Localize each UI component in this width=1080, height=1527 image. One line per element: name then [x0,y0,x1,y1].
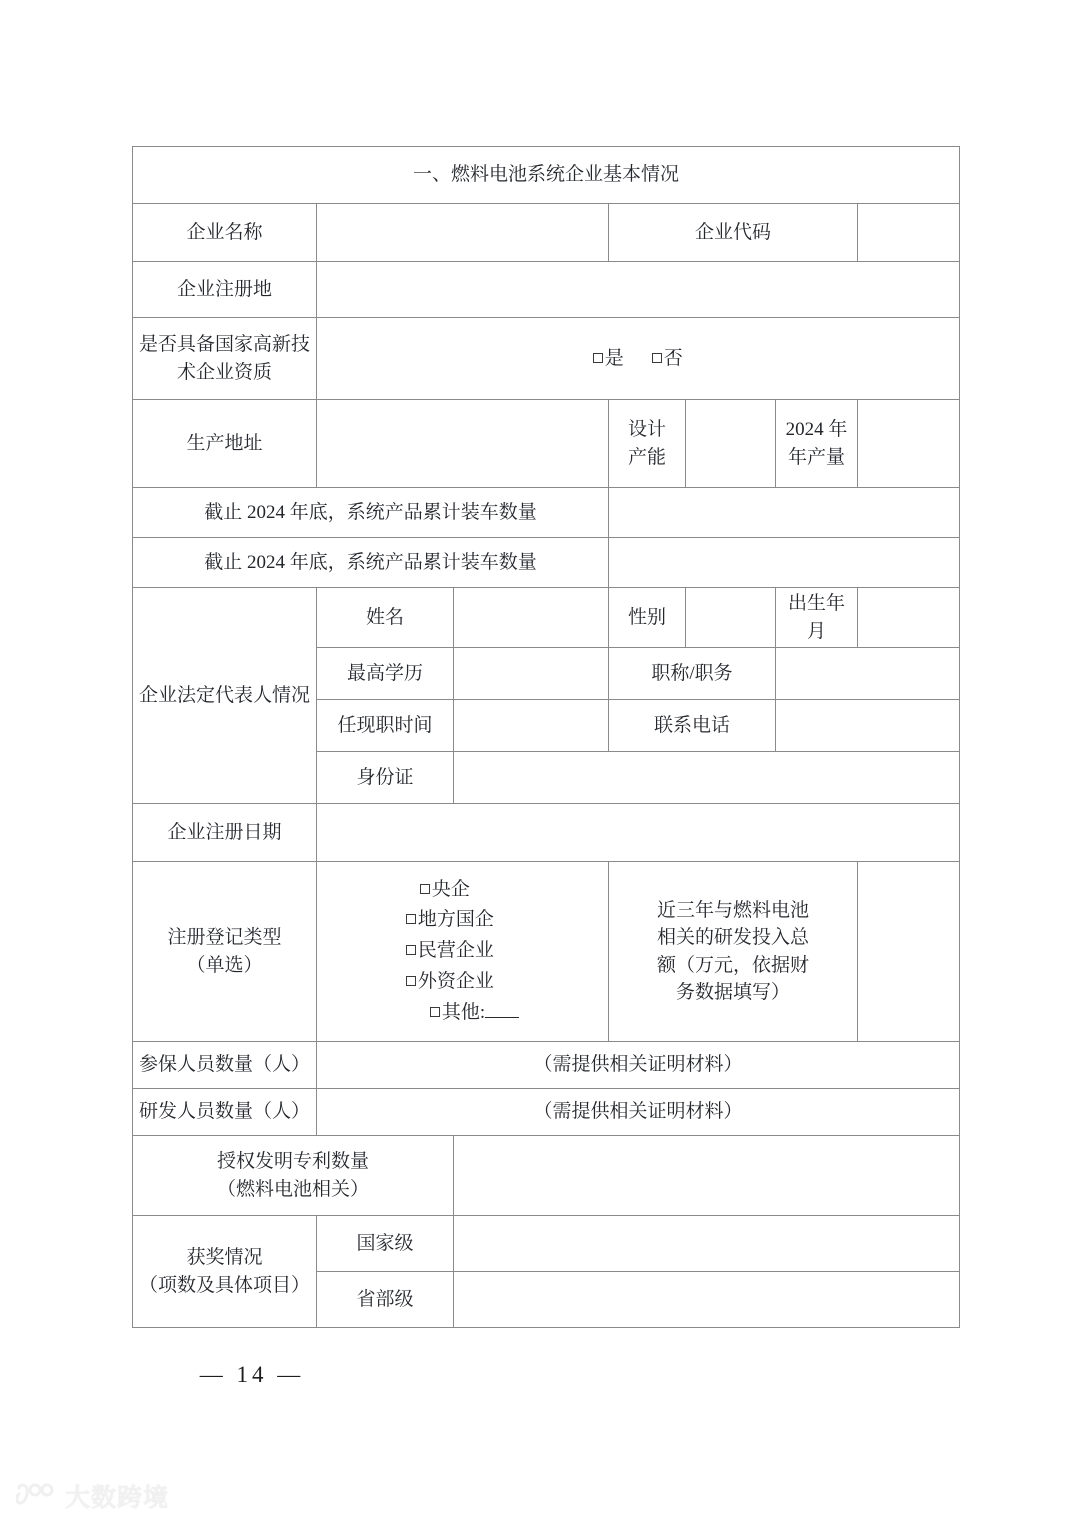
checkbox-icon[interactable] [420,884,430,894]
register-address-label: 企业注册地 [133,262,317,318]
legal-rep-name-row [133,588,960,648]
option-label: 地方国企 [417,909,494,931]
award-provincial-label: 省部级 [317,1272,454,1328]
design-capacity-input[interactable] [686,400,776,488]
register-type-label [133,862,317,1042]
production-address-row [133,400,960,488]
legal-title-input[interactable] [776,648,960,700]
register-type-line1: 注册登记类型 [167,927,282,949]
table-title-row [133,147,960,204]
register-date-input[interactable] [317,804,960,862]
checkbox-icon[interactable] [652,353,662,363]
award-provincial-input[interactable] [454,1272,960,1328]
register-type-option-private[interactable] [406,936,519,967]
award-national-row [133,1216,960,1272]
cumulative-install-label-2: 截止 2024 年底，系统产品累计装车数量 [133,538,609,588]
hightech-qualification-label [133,318,317,400]
hightech-yes-label: 是 [604,347,625,369]
rd-investment-line4: 务数据填写） [675,982,790,1004]
hightech-choice-cell [317,318,960,400]
table-title: 一、燃料电池系统企业基本情况 [133,147,960,204]
award-national-label: 国家级 [317,1216,454,1272]
legal-gender-label: 性别 [609,588,686,648]
watermark [16,1478,169,1514]
option-label: 央企 [431,878,470,900]
register-date-row [133,804,960,862]
hightech-label-line2: 术企业资质 [176,361,272,383]
cumulative-install-input-2[interactable] [609,538,960,588]
design-capacity-line2: 产能 [627,446,666,468]
rd-investment-line2: 相关的研发投入总 [656,927,809,949]
insured-count-row [133,1042,960,1089]
checkbox-icon[interactable] [406,945,416,955]
company-name-label: 企业名称 [133,204,317,262]
production-address-input[interactable] [317,400,609,488]
output-2024-line2: 年产量 [787,446,845,468]
rd-staff-count-row [133,1089,960,1136]
insured-count-label: 参保人员数量（人） [133,1042,317,1089]
other-fill-in-blank[interactable] [485,1004,519,1018]
award-section-label [133,1216,317,1328]
enterprise-basic-info-table [132,146,960,1328]
insured-count-note[interactable]: （需提供相关证明材料） [317,1042,960,1089]
watermark-text: 大数跨境 [65,1484,170,1512]
company-code-label: 企业代码 [609,204,858,262]
company-name-row [133,204,960,262]
legal-rep-section-label: 企业法定代表人情况 [133,588,317,804]
legal-title-label: 职称/职务 [609,648,776,700]
legal-name-label: 姓名 [317,588,454,648]
rd-investment-line3: 额（万元，依据财 [656,954,809,976]
hightech-label-line1: 是否具备国家高新技 [138,333,310,355]
rd-investment-line1: 近三年与燃料电池 [656,899,809,921]
register-type-option-list [406,875,519,1029]
option-label: 其他: [441,1001,486,1023]
hightech-no-label: 否 [663,347,684,369]
checkbox-icon[interactable] [406,976,416,986]
output-2024-line1: 2024 年 [785,418,848,440]
legal-education-input[interactable] [454,648,609,700]
checkbox-icon[interactable] [593,353,603,363]
cumulative-install-input-1[interactable] [609,488,960,538]
legal-birth-line1: 出生年 [787,593,845,614]
production-address-label: 生产地址 [133,400,317,488]
patent-line1: 授权发明专利数量 [216,1151,369,1173]
register-type-option-local-soe[interactable] [406,905,519,936]
hightech-yes-option[interactable] [593,348,625,369]
legal-birth-label [776,588,858,648]
legal-tenure-input[interactable] [454,700,609,752]
company-name-input[interactable] [317,204,609,262]
register-type-option-foreign[interactable] [406,967,519,998]
cumulative-install-row-2 [133,538,960,588]
legal-phone-input[interactable] [776,700,960,752]
output-2024-label [776,400,858,488]
legal-phone-label: 联系电话 [609,700,776,752]
design-capacity-label [609,400,686,488]
rd-staff-count-label: 研发人员数量（人） [133,1089,317,1136]
rd-investment-label [609,862,858,1042]
rd-investment-input[interactable] [858,862,960,1042]
hightech-no-option[interactable] [652,348,684,369]
cumulative-install-row-1 [133,488,960,538]
checkbox-icon[interactable] [406,914,416,924]
legal-birth-input[interactable] [858,588,960,648]
register-address-row [133,262,960,318]
register-address-input[interactable] [317,262,960,318]
design-capacity-line1: 设计 [627,418,666,440]
patent-count-label [133,1136,454,1216]
company-code-input[interactable] [858,204,960,262]
option-label: 外资企业 [417,970,494,992]
legal-tenure-label: 任现职时间 [317,700,454,752]
option-label: 民营企业 [417,940,494,962]
hightech-qualification-row [133,318,960,400]
checkbox-icon[interactable] [430,1007,440,1017]
legal-id-input[interactable] [454,752,960,804]
award-line2: （项数及具体项目） [138,1274,310,1296]
rd-staff-count-note[interactable]: （需提供相关证明材料） [317,1089,960,1136]
register-type-line2: （单选） [186,954,263,976]
legal-id-label: 身份证 [317,752,454,804]
legal-gender-input[interactable] [686,588,776,648]
page-number: — 14 — [199,1362,305,1387]
patent-count-input[interactable] [454,1136,960,1216]
register-type-option-other[interactable] [406,998,519,1029]
output-2024-input[interactable] [858,400,960,488]
register-type-option-central[interactable] [406,875,519,906]
watermark-logo-icon [16,1483,58,1509]
register-type-options-cell [317,862,609,1042]
award-national-input[interactable] [454,1216,960,1272]
patent-line2: （燃料电池相关） [216,1178,369,1200]
legal-name-input[interactable] [454,588,609,648]
legal-education-label: 最高学历 [317,648,454,700]
patent-count-row [133,1136,960,1216]
register-type-row [133,862,960,1042]
award-line1: 获奖情况 [186,1247,263,1269]
legal-birth-line2: 月 [806,620,826,642]
register-date-label: 企业注册日期 [133,804,317,862]
cumulative-install-label-1: 截止 2024 年底，系统产品累计装车数量 [133,488,609,538]
